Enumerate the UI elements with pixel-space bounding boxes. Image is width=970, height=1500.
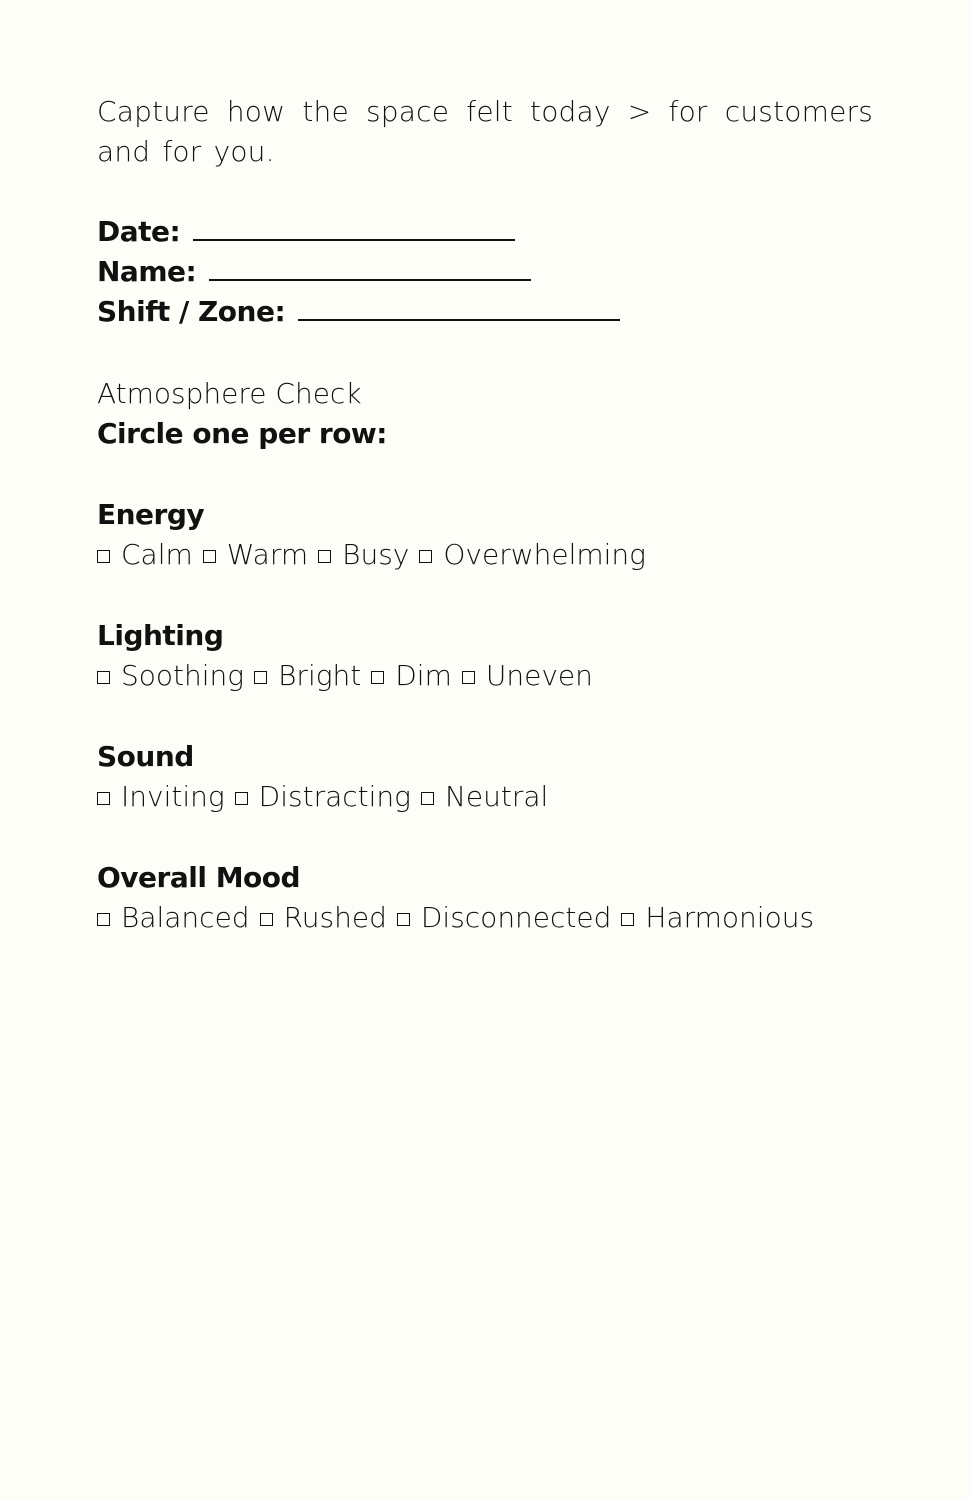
option-label: Warm	[226, 538, 309, 571]
checkbox-icon[interactable]	[397, 913, 410, 926]
option-label: Inviting	[121, 780, 225, 813]
option-bright[interactable]	[254, 659, 371, 692]
shift-zone-label: Shift / Zone:	[97, 295, 286, 328]
option-rushed[interactable]	[260, 901, 397, 934]
name-field[interactable]	[97, 252, 873, 292]
checkbox-icon[interactable]	[97, 792, 110, 805]
checkbox-icon[interactable]	[421, 792, 434, 805]
atmosphere-instruction: Circle one per row:	[97, 417, 387, 450]
option-label: Calm	[121, 538, 193, 571]
lighting-options	[97, 656, 873, 696]
date-field[interactable]	[97, 212, 873, 252]
date-label: Date:	[97, 215, 181, 248]
info-fields	[97, 212, 873, 332]
checkbox-icon[interactable]	[203, 550, 216, 563]
atmosphere-check-title: Atmosphere Check	[97, 377, 362, 410]
option-neutral[interactable]	[421, 780, 558, 813]
option-harmonious[interactable]	[621, 901, 824, 934]
option-uneven[interactable]	[462, 659, 603, 692]
sound-title: Sound	[97, 740, 194, 773]
option-label: Harmonious	[645, 901, 815, 934]
checkbox-icon[interactable]	[371, 671, 384, 684]
option-label: Uneven	[485, 659, 593, 692]
energy-title: Energy	[97, 498, 205, 531]
option-label: Soothing	[121, 659, 245, 692]
checkbox-icon[interactable]	[419, 550, 432, 563]
option-groups	[97, 495, 873, 938]
checkbox-icon[interactable]	[260, 913, 273, 926]
date-input-line[interactable]	[193, 212, 515, 241]
option-distracting[interactable]	[235, 780, 421, 813]
lighting-group	[97, 616, 873, 696]
overall-mood-title: Overall Mood	[97, 861, 301, 894]
checkbox-icon[interactable]	[97, 913, 110, 926]
option-label: Distracting	[258, 780, 411, 813]
checkbox-icon[interactable]	[254, 671, 267, 684]
lighting-title: Lighting	[97, 619, 224, 652]
option-label: Disconnected	[420, 901, 612, 934]
option-label: Neutral	[444, 780, 549, 813]
checkbox-icon[interactable]	[318, 550, 331, 563]
option-inviting[interactable]	[97, 780, 235, 813]
checkbox-icon[interactable]	[97, 671, 110, 684]
checkbox-icon[interactable]	[462, 671, 475, 684]
name-input-line[interactable]	[209, 252, 531, 281]
option-busy[interactable]	[318, 538, 419, 571]
option-soothing[interactable]	[97, 659, 254, 692]
checkbox-icon[interactable]	[235, 792, 248, 805]
option-label: Dim	[395, 659, 452, 692]
checkbox-icon[interactable]	[97, 550, 110, 563]
option-disconnected[interactable]	[397, 901, 622, 934]
form-page	[97, 92, 873, 938]
option-label: Bright	[278, 659, 362, 692]
option-label: Overwhelming	[443, 538, 646, 571]
overall-mood-options	[97, 898, 873, 938]
shift-zone-field[interactable]	[97, 292, 873, 332]
option-label: Rushed	[283, 901, 387, 934]
option-balanced[interactable]	[97, 901, 260, 934]
option-warm[interactable]	[203, 538, 318, 571]
option-overwhelming[interactable]	[419, 538, 656, 571]
sound-group	[97, 737, 873, 817]
energy-options	[97, 535, 873, 575]
sound-options	[97, 777, 873, 817]
option-calm[interactable]	[97, 538, 203, 571]
option-dim[interactable]	[371, 659, 462, 692]
option-label: Busy	[342, 538, 410, 571]
intro-text: Capture how the space felt today > for customers and for you.	[97, 95, 873, 168]
overall-mood-group	[97, 858, 873, 938]
energy-group	[97, 495, 873, 575]
checkbox-icon[interactable]	[621, 913, 634, 926]
shift-zone-input-line[interactable]	[298, 292, 620, 321]
option-label: Balanced	[121, 901, 250, 934]
name-label: Name:	[97, 255, 197, 288]
